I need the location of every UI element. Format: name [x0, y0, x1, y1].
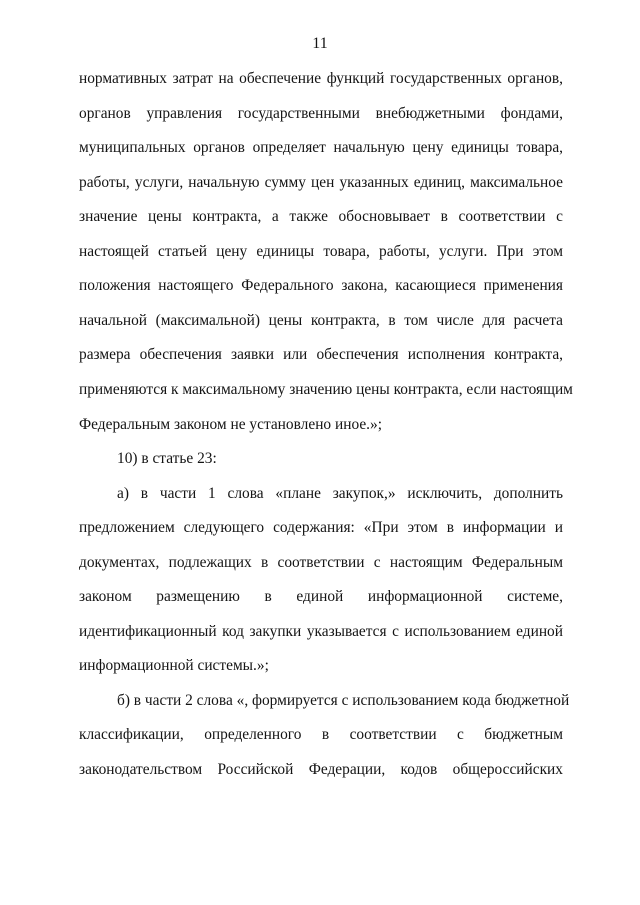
text-line: классификации, определенного в соответствии с бюджетным: [79, 726, 563, 743]
text-line: законом размещению в единой информационной системе,: [79, 588, 563, 605]
text-line: информационной системы.»;: [79, 657, 269, 674]
text-line: б) в части 2 слова «, формируется с использованием кода бюджетной: [117, 692, 570, 709]
text-line: документах, подлежащих в соответствии с настоящим Федеральным: [79, 554, 563, 571]
text-line: работы, услуги, начальную сумму цен указанных единиц, максимальное: [79, 174, 563, 191]
text-line: муниципальных органов определяет начальную цену единицы товара,: [79, 139, 563, 156]
text-line: Федеральным законом не установлено иное.»;: [79, 416, 382, 433]
text-line: 10) в статье 23:: [117, 450, 217, 467]
page-number: 11: [312, 35, 328, 52]
text-line: начальной (максимальной) цены контракта, в том числе для расчета: [79, 312, 563, 329]
text-line: органов управления государственными внебюджетными фондами,: [79, 105, 563, 122]
text-line: нормативных затрат на обеспечение функций государственных органов,: [79, 70, 563, 87]
text-line: законодательством Российской Федерации, кодов общероссийских: [79, 761, 563, 778]
text-line: применяются к максимальному значению цены контракта, если настоящим: [79, 381, 573, 398]
text-line: положения настоящего Федерального закона, касающиеся применения: [79, 277, 563, 294]
text-line: предложением следующего содержания: «При этом в информации и: [79, 519, 563, 536]
text-line: настоящей статьей цену единицы товара, работы, услуги. При этом: [79, 243, 563, 260]
text-line: значение цены контракта, а также обосновывает в соответствии с: [79, 208, 563, 225]
text-line: размера обеспечения заявки или обеспечения исполнения контракта,: [79, 346, 563, 363]
text-line: идентификационный код закупки указывается с использованием единой: [79, 623, 563, 640]
text-line: а) в части 1 слова «плане закупок,» исключить, дополнить: [117, 485, 563, 502]
